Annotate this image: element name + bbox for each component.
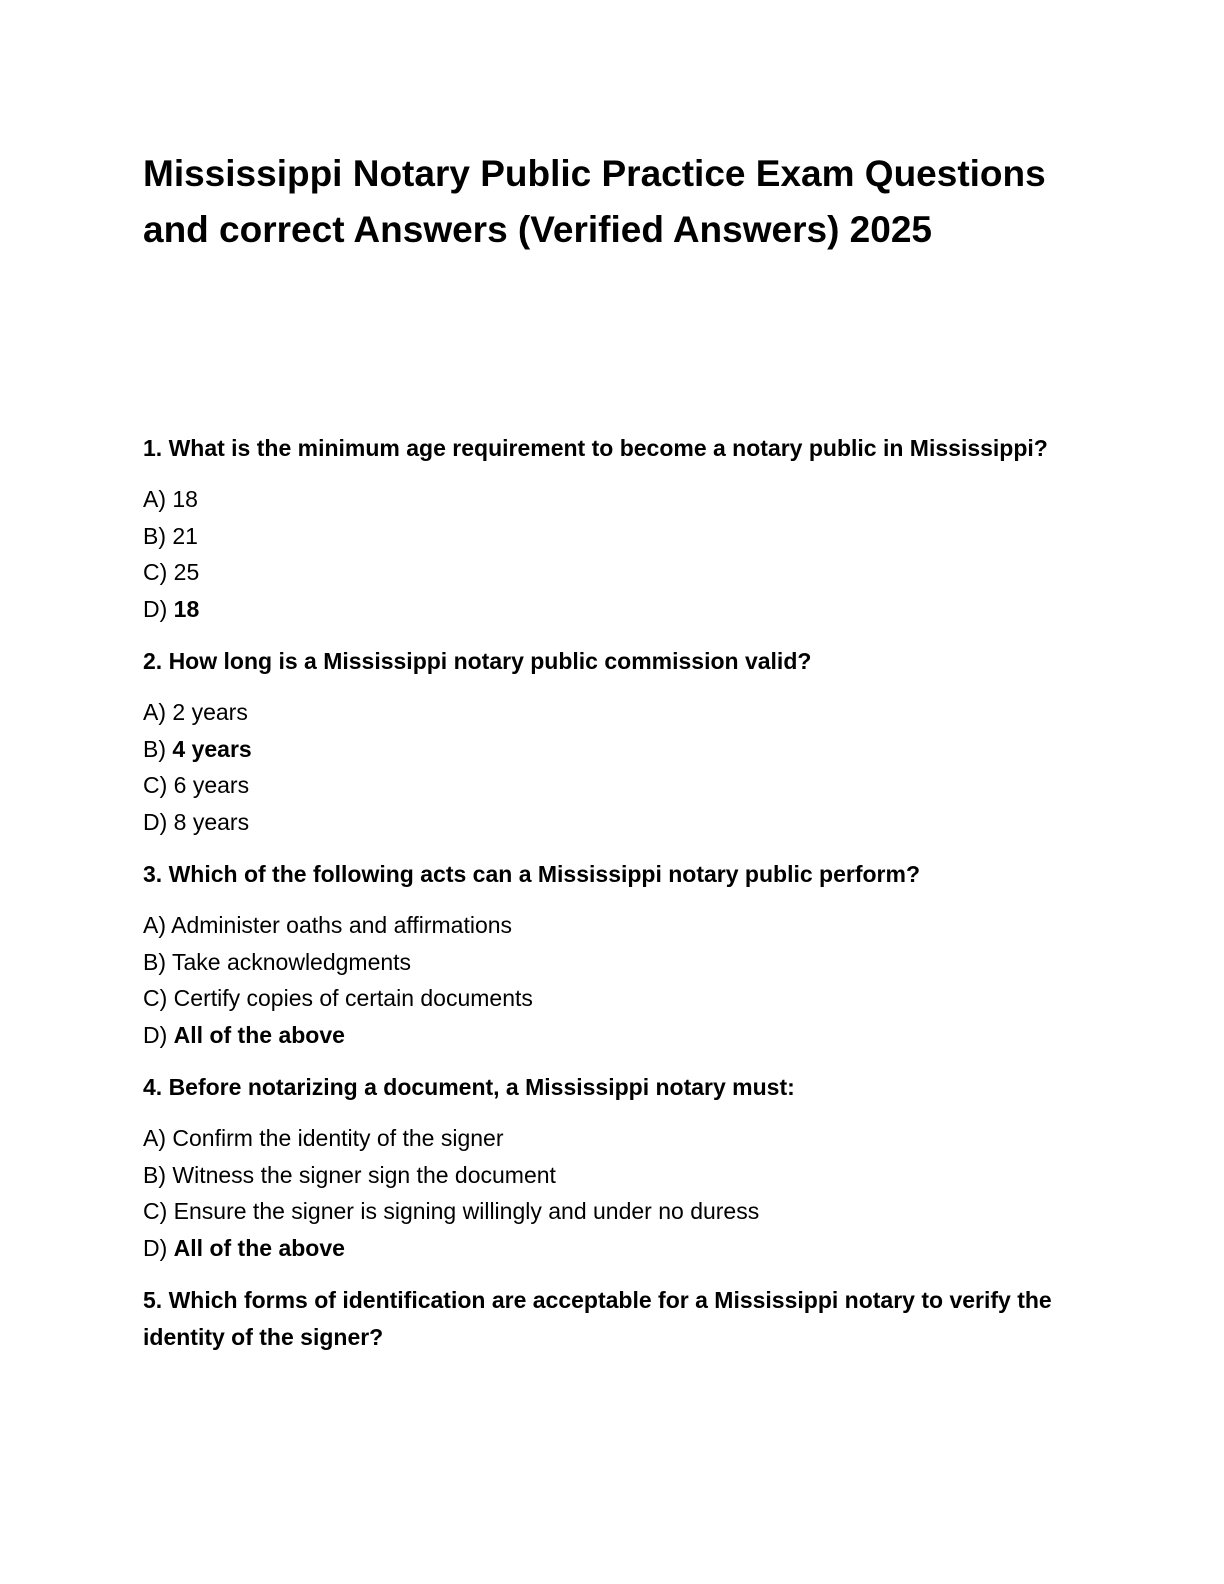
option-letter: C) <box>143 559 168 585</box>
option-letter: A) <box>143 486 166 512</box>
option-letter: D) <box>143 1021 168 1048</box>
answer-options <box>143 694 1103 840</box>
answer-option <box>143 694 1103 731</box>
answer-option <box>143 1017 1103 1054</box>
question-item <box>143 856 1103 1053</box>
option-text: 21 <box>172 522 198 549</box>
option-text: All of the above <box>173 1234 345 1261</box>
option-text: Certify copies of certain documents <box>173 985 533 1011</box>
option-text: 18 <box>173 595 200 622</box>
option-letter: D) <box>143 595 168 622</box>
option-text: 25 <box>173 559 200 585</box>
option-text: 2 years <box>172 699 248 725</box>
option-text: 6 years <box>173 772 250 798</box>
option-text: Administer oaths and affirmations <box>171 912 513 938</box>
question-item <box>143 1069 1103 1266</box>
option-text: Ensure the signer is signing willingly and under no duress <box>173 1198 760 1224</box>
option-text: 4 years <box>172 735 252 762</box>
question-text: 1. What is the minimum age requirement to become a notary public in Mississippi? <box>143 435 1048 461</box>
answer-option <box>143 1120 1103 1157</box>
answer-option <box>143 1157 1103 1194</box>
option-letter: B) <box>143 522 166 549</box>
answer-option <box>143 731 1103 768</box>
question-text: 2. How long is a Mississippi notary public commission valid? <box>143 648 812 674</box>
option-letter: D) <box>143 1234 168 1261</box>
option-letter: B) <box>143 735 166 762</box>
option-letter: A) <box>143 1125 166 1151</box>
question-text: 4. Before notarizing a document, a Mississippi notary must: <box>143 1074 795 1100</box>
answer-option <box>143 1193 1103 1230</box>
option-letter: A) <box>143 699 166 725</box>
option-text: Take acknowledgments <box>171 948 412 975</box>
document-title: Mississippi Notary Public Practice Exam Questions and correct Answers (Verified Answers) 2025 <box>143 153 1046 250</box>
answer-options <box>143 907 1103 1053</box>
answer-options <box>143 481 1103 627</box>
answer-option <box>143 591 1103 628</box>
question-list <box>143 430 1103 1372</box>
option-text: 8 years <box>173 808 250 835</box>
answer-option <box>143 767 1103 804</box>
option-letter: A) <box>143 912 166 938</box>
option-letter: B) <box>143 948 166 975</box>
option-letter: B) <box>143 1161 166 1188</box>
answer-options <box>143 1120 1103 1266</box>
question-text: 3. Which of the following acts can a Mississippi notary public perform? <box>143 861 920 887</box>
answer-option <box>143 554 1103 591</box>
option-text: 18 <box>172 486 198 512</box>
question-text: 5. Which forms of identification are acceptable for a Mississippi notary to verify the identity of the signer? <box>143 1287 1052 1350</box>
answer-option <box>143 481 1103 518</box>
option-letter: C) <box>143 1198 168 1224</box>
option-letter: C) <box>143 985 168 1011</box>
option-text: Confirm the identity of the signer <box>172 1125 504 1151</box>
question-item <box>143 643 1103 840</box>
option-text: Witness the signer sign the document <box>172 1161 556 1188</box>
answer-option <box>143 980 1103 1017</box>
option-letter: C) <box>143 772 168 798</box>
answer-option <box>143 518 1103 555</box>
option-letter: D) <box>143 808 168 835</box>
answer-option <box>143 804 1103 841</box>
answer-option <box>143 1230 1103 1267</box>
option-text: All of the above <box>173 1021 345 1048</box>
question-item <box>143 430 1103 627</box>
answer-option <box>143 944 1103 981</box>
question-item <box>143 1282 1103 1356</box>
answer-option <box>143 907 1103 944</box>
